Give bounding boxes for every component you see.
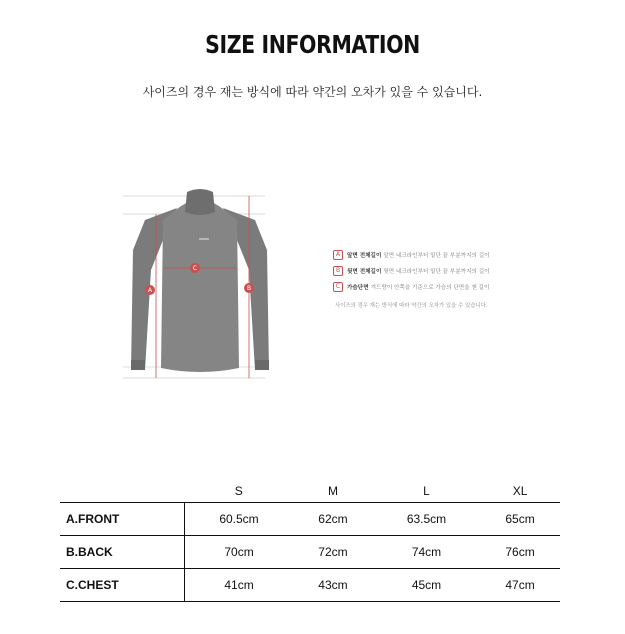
legend-text-c: 겨드랑이 안쪽을 기준으로 가슴의 단면을 잰 길이: [370, 285, 490, 291]
table-cell: 47cm: [480, 569, 560, 602]
size-header-l: L: [373, 480, 480, 503]
marker-c-label: C: [192, 265, 198, 273]
legend-badge-c: C: [333, 282, 343, 292]
table-cell: 70cm: [185, 536, 294, 569]
table-cell: 76cm: [480, 536, 560, 569]
row-label-front: A.FRONT: [60, 503, 185, 536]
chest-logo-mark: [199, 238, 209, 240]
measurement-legend: [333, 247, 513, 309]
table-cell: 65cm: [480, 503, 560, 536]
table-row: [60, 569, 560, 602]
row-label-back: B.BACK: [60, 536, 185, 569]
table-cell: 43cm: [293, 569, 373, 602]
garment-body: [161, 200, 239, 372]
legend-text-a: 앞면 네크라인부터 밑단 끝 부분까지의 길이: [383, 253, 490, 259]
size-header-row: [60, 480, 560, 503]
garment-svg: [115, 180, 285, 395]
table-cell: 72cm: [293, 536, 373, 569]
table-cell: 63.5cm: [373, 503, 480, 536]
right-cuff: [255, 360, 269, 370]
legend-item-a: [333, 247, 513, 263]
table-cell: 45cm: [373, 569, 480, 602]
size-table: [60, 480, 560, 602]
legend-badge-b: B: [333, 266, 343, 276]
size-header-s: S: [185, 480, 294, 503]
table-cell: 62cm: [293, 503, 373, 536]
page-subtitle: 사이즈의 경우 재는 방식에 따라 약간의 오차가 있을 수 있습니다.: [142, 85, 483, 99]
marker-b-label: B: [246, 285, 252, 293]
size-header-corner: [60, 480, 185, 503]
size-header-m: M: [293, 480, 373, 503]
row-label-chest: C.CHEST: [60, 569, 185, 602]
legend-item-b: [333, 263, 513, 279]
legend-note: 사이즈의 경우 재는 방식에 따라 약간의 오차가 있을 수 있습니다.: [335, 303, 488, 309]
legend-badge-a: A: [333, 250, 343, 260]
table-cell: 60.5cm: [185, 503, 294, 536]
legend-item-c: [333, 279, 513, 295]
legend-label-c: 가슴단면: [347, 285, 369, 291]
garment-collar: [185, 189, 215, 215]
table-row: [60, 536, 560, 569]
left-cuff: [131, 360, 145, 370]
legend-label-a: 앞면 전체길이: [347, 253, 382, 259]
table-cell: 41cm: [185, 569, 294, 602]
size-header-xl: XL: [480, 480, 560, 503]
table-row: [60, 503, 560, 536]
legend-label-b: 뒷면 전체길이: [347, 269, 382, 275]
legend-text-b: 뒷면 네크라인부터 밑단 끝 부분까지의 길이: [383, 269, 490, 275]
garment-illustration: [115, 180, 285, 395]
marker-a-label: A: [147, 287, 153, 295]
table-cell: 74cm: [373, 536, 480, 569]
page-title: SIZE INFORMATION: [205, 30, 420, 59]
